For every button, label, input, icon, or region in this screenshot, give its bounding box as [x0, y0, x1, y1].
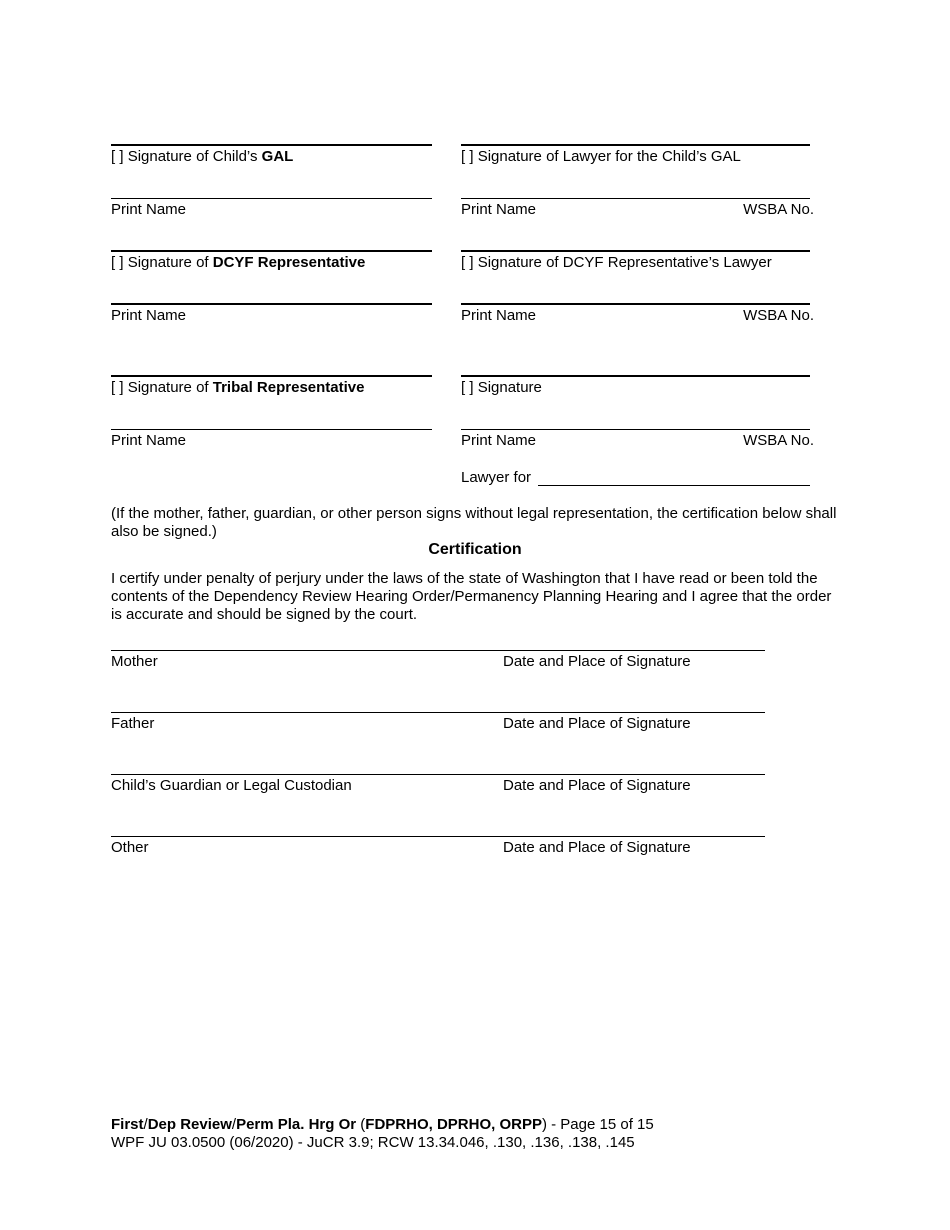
mother-label: Mother	[111, 653, 158, 670]
dcyf-lawyer-signature-line[interactable]	[461, 250, 810, 252]
tribal-print-name-line[interactable]	[111, 429, 432, 430]
father-signature-line[interactable]	[111, 712, 765, 713]
dcyf-print-name-label: Print Name	[111, 307, 187, 324]
gal-print-name-line[interactable]	[111, 198, 432, 199]
certification-text: I certify under penalty of perjury under the laws of the state of Washington that I have read or been told the contents of the Dependency Review Hearing Order/Permanency Planning Hearing and I agree that the order is accurate and should be signed by the court.	[111, 570, 832, 623]
guardian-signature-line[interactable]	[111, 774, 765, 775]
other-signature-line[interactable]	[111, 836, 765, 837]
lawyer-for-line[interactable]	[538, 485, 810, 486]
dcyf-signature-label: [ ] Signature of DCYF Representative	[111, 254, 366, 271]
checkbox[interactable]: [ ]	[111, 148, 124, 165]
checkbox[interactable]: [ ]	[461, 254, 474, 271]
lawyer-for-label: Lawyer for	[461, 469, 532, 486]
tribal-signature-line[interactable]	[111, 375, 432, 377]
father-date-label: Date and Place of Signature	[503, 715, 691, 732]
checkbox[interactable]: [ ]	[111, 254, 124, 271]
gal-signature-line[interactable]	[111, 144, 432, 146]
mother-signature-line[interactable]	[111, 650, 765, 651]
other-lawyer-print-name-label: Print Name	[461, 432, 537, 449]
gal-lawyer-signature-line[interactable]	[461, 144, 810, 146]
dcyf-lawyer-print-name-line[interactable]	[461, 303, 810, 305]
dcyf-lawyer-signature-label: [ ] Signature of DCYF Representative’s Lawyer	[461, 254, 772, 271]
tribal-print-name-label: Print Name	[111, 432, 187, 449]
dcyf-lawyer-wsba-label: WSBA No.	[743, 307, 814, 324]
other-lawyer-wsba-label: WSBA No.	[743, 432, 814, 449]
gal-lawyer-signature-label: [ ] Signature of Lawyer for the Child’s GAL	[461, 148, 741, 165]
mother-date-label: Date and Place of Signature	[503, 653, 691, 670]
dcyf-lawyer-print-name-label: Print Name	[461, 307, 537, 324]
gal-print-name-label: Print Name	[111, 201, 187, 218]
certification-heading: Certification	[428, 541, 522, 558]
unrepresented-note: (If the mother, father, guardian, or other person signs without legal representation, the certification below shall also be signed.)	[111, 505, 837, 540]
gal-lawyer-print-name-line[interactable]	[461, 198, 810, 199]
tribal-signature-label: [ ] Signature of Tribal Representative	[111, 379, 365, 396]
footer-title: First/Dep Review/Perm Pla. Hrg Or (FDPRHO, DPRHO, ORPP) - Page 15 of 15	[111, 1116, 654, 1133]
other-lawyer-print-name-line[interactable]	[461, 429, 810, 430]
guardian-label: Child’s Guardian or Legal Custodian	[111, 777, 352, 794]
other-date-label: Date and Place of Signature	[503, 839, 691, 856]
other-lawyer-signature-line[interactable]	[461, 375, 810, 377]
checkbox[interactable]: [ ]	[461, 148, 474, 165]
dcyf-signature-line[interactable]	[111, 250, 432, 252]
checkbox[interactable]: [ ]	[461, 379, 474, 396]
gal-lawyer-wsba-label: WSBA No.	[743, 201, 814, 218]
gal-lawyer-print-name-label: Print Name	[461, 201, 537, 218]
other-lawyer-signature-label: [ ] Signature	[461, 379, 542, 396]
other-label: Other	[111, 839, 149, 856]
gal-signature-label: [ ] Signature of Child’s GAL	[111, 148, 294, 165]
footer-citation: WPF JU 03.0500 (06/2020) - JuCR 3.9; RCW 13.34.046, .130, .136, .138, .145	[111, 1134, 635, 1151]
checkbox[interactable]: [ ]	[111, 379, 124, 396]
guardian-date-label: Date and Place of Signature	[503, 777, 691, 794]
father-label: Father	[111, 715, 155, 732]
dcyf-print-name-line[interactable]	[111, 303, 432, 305]
